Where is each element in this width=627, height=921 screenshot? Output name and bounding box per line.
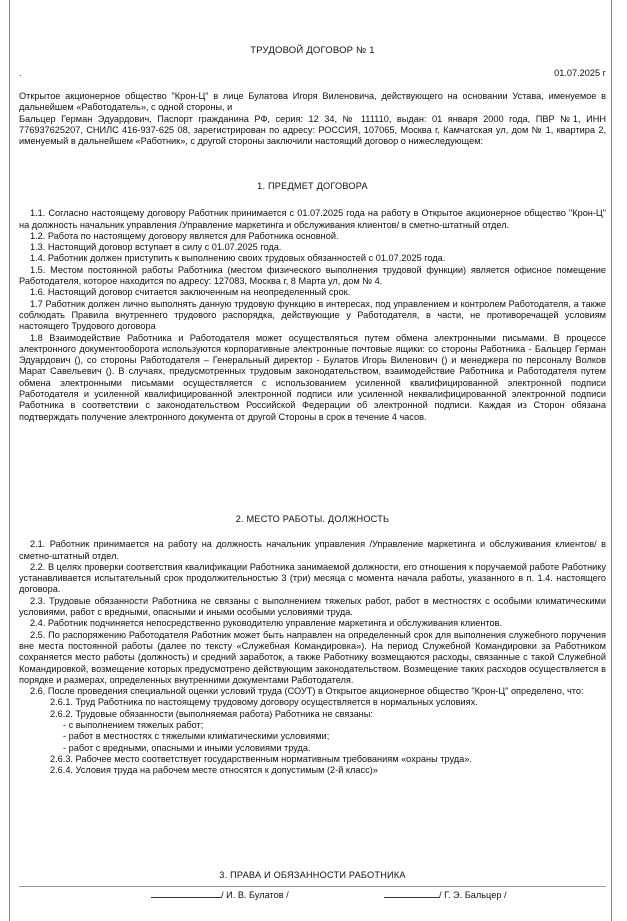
clause-2-3: 2.3. Трудовые обязанности Работника не связаны с выполнением тяжелых работ, работ в местностях с особыми климатическими условиями, работ с вредными, опасными и иными особыми условиями труда. [19,595,606,618]
clause-1-6: 1.6. Настоящий договор считается заключенным на неопределенный срок. [30,287,351,298]
signature-line [19,890,606,904]
section-2-heading: 2. МЕСТО РАБОТЫ. ДОЛЖНОСТЬ [235,514,390,524]
footer-divider [19,886,606,887]
clause-2-6-2: 2.6.2. Трудовые обязанности (выполняемая работа) Работника не связаны: [50,708,373,719]
clause-1-1: 1.1. Согласно настоящему договору Работник принимается с 01.07.2025 года на работу в Открытое акционерное общество "Крон-Ц" на должность начальник управления /Управление маркетинга и обслуживания клиентов/ в сметно-штатный отдел. [19,208,606,230]
section-2 [19,514,606,777]
employee-signature [384,890,507,901]
dash-item: - работ с вредными, опасными и иными условиями труда. [63,742,311,753]
clause-1-3: 1.3. Настоящий договор вступает в силу с 01.07.2025 года. [30,242,282,253]
employer-signature [151,890,289,901]
preamble [19,91,606,147]
employer-signature-blank [151,897,221,898]
dash-item: - с выполнением тяжелых работ; [63,720,204,731]
preamble-employee: Бальцер Герман Эдуардович, Паспорт гражданина РФ, серия: 12 34, № 111110, выдан: 01 января 2000 года, ПВР №1, ИНН 776937625207, СНИЛС 416-937-625 08, зарегистрирован по адресу: РОССИЯ, 107065, Москва г, Камчатская ул, дом № 1, квартира 2, именуемый в дальнейшем «Работник», с другой стороны заключили настоящий договор о нижеследующем: [19,113,606,147]
document-title: ТРУДОВОЙ ДОГОВОР № 1 [250,45,375,56]
clause-1-8: 1.8 Взаимодействие Работника и Работодателя может осуществляться путем обмена электронными письмами. В процессе электронного документооборота используются корпоративные электронные почтовые ящики: со стороны Работника - Бальцер Герман Эдуардович (), со стороны Работодателя – Генеральный директор - Булатов Игорь Виленович () и менеджера по персоналу Волков Марат Савельевич (). В случаях, предусмотренных трудовым законодательством, взаимодействие Работника и Работодателя путем обмена электронными письмами осуществляется с использованием усиленной квалифицированной электронной подписи Работодателя и усиленной квалифицированной электронной подписи или усиленной неквалифицированной электронной подписи Работника в соответствии с законодательством Российской Федерации об электронной подписи. Каждая из Сторон обязана подтверждать получение электронного документа от другой Стороны в срок в течение 4 часов. [19,332,606,422]
clause-2-4: 2.4. Работник подчиняется непосредственно руководителю управление маркетинга и обслуживания клиентов. [30,618,503,629]
clause-1-7: 1.7 Работник должен лично выполнять данную трудовую функцию в интересах, под управлением и контролем Работодателя, а также соблюдать Правила внутреннего трудового распорядка, действующие у Работодателя, в части, не противоречащей условиям настоящего Трудового договора [19,298,606,332]
section-3-heading: 3. ПРАВА И ОБЯЗАННОСТИ РАБОТНИКА [219,870,406,880]
clause-1-4: 1.4. Работник должен приступить к выполнению своих трудовых обязанностей с 01.07.2025 года. [30,253,446,264]
preamble-employer: Открытое акционерное общество "Крон-Ц" в лице Булатова Игоря Виленовича, действующего на основании Устава, именуемое в дальнейшем «Работодатель», с одной стороны, и [19,91,606,113]
clause-2-6-4: 2.6.4. Условия труда на рабочем месте относятся к допустимым (2-й класс)» [50,765,378,776]
employee-signature-name: / Г. Э. Бальцер / [439,890,507,900]
clause-2-6-1: 2.6.1. Труд Работника по настоящему трудовому договору осуществляется в нормальных условиях. [50,697,478,708]
document-page [9,0,612,921]
clause-2-6: 2.6. После проведения специальной оценки условий труда (СОУТ) в Открытое акционерное общество "Крон-Ц" определено, что: [30,686,584,697]
clause-1-2: 1.2. Работа по настоящему договору является для Работника основной. [30,230,339,241]
section-1 [19,181,606,423]
contract-date: 01.07.2025 г [554,68,606,78]
employer-signature-name: / И. В. Булатов / [221,890,289,900]
place-dot: . [19,68,22,78]
clause-2-6-3: 2.6.3. Рабочее место соответствует государственным нормативным требованиям «охраны труда». [50,753,472,764]
dash-item: - работ в местностях с тяжелыми климатическими условиями; [63,731,330,742]
clause-2-5: 2.5. По распоряжению Работодателя Работник может быть направлен на определенный срок для выполнения служебного поручения вне места постоянной работы (далее по тексту «Служебная Командировка»). На период Служебной Командировки за Работником сохраняется место работы (должность) и средний заработок, а также Работнику возмещаются расходы, связанные с такой Служебной Командировкой, возмещение которых предусмотрено действующим законодательством. Возмещение таких расходов осуществляется в порядке и размерах, определенных внутренними документами Работодателя. [19,629,606,685]
section-1-heading: 1. ПРЕДМЕТ ДОГОВОРА [257,181,368,191]
clause-1-5: 1.5. Местом постоянной работы Работника (местом физического выполнения трудовой функции) является офисное помещение Работодателя, которое находится по адресу: 127083, Москва г, 8 Марта ул, дом № 4. [19,264,606,287]
employee-signature-blank [384,897,439,898]
clause-2-2: 2.2. В целях проверки соответствия квалификации Работника занимаемой должности, его отношения к поручаемой работе Работнику устанавливается испытательный срок продолжительностью 3 (три) месяца с момента начала работы, указанного в п. 1.4. настоящего договора. [19,561,606,595]
clause-2-1: 2.1. Работник принимается на работу на должность начальник управления /Управление маркетинга и обслуживания клиентов/ в сметно-штатный отдел. [19,539,606,561]
